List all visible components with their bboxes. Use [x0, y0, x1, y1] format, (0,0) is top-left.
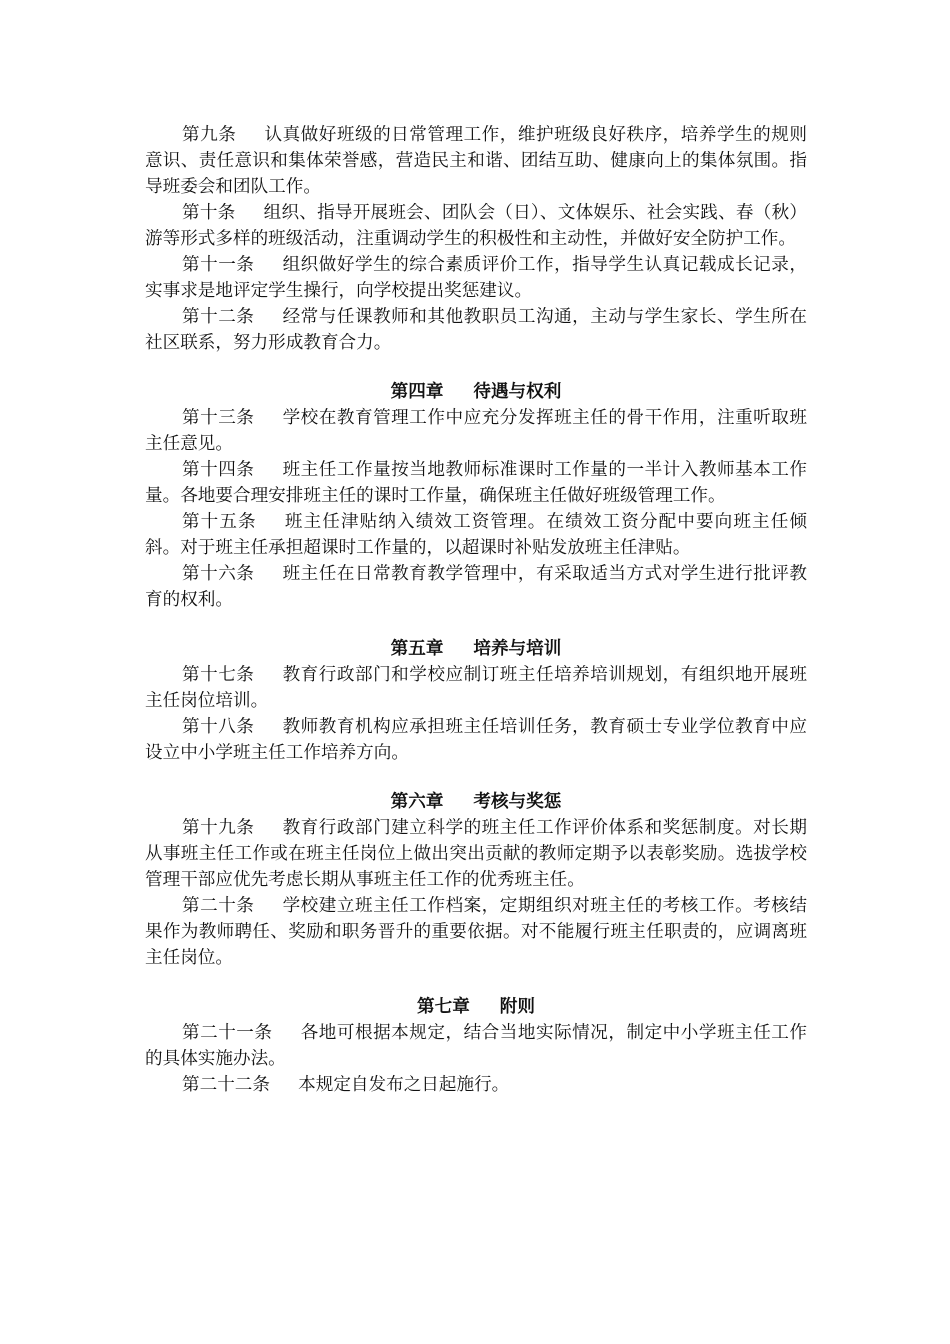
- chapter-number: 第六章: [390, 791, 444, 812]
- chapter-heading: [145, 379, 807, 405]
- article: [145, 200, 807, 252]
- article-number: 第十七条: [182, 665, 255, 685]
- chapter-number: 第五章: [390, 638, 444, 659]
- article-number: 第十一条: [182, 255, 255, 275]
- article-number: 第十三条: [182, 408, 255, 428]
- chapter-section: [145, 636, 807, 766]
- chapter-section: [145, 379, 807, 613]
- article: [145, 1020, 807, 1072]
- article-text: 学校建立班主任工作档案，定期组织对班主任的考核工作。考核结果作为教师聘任、奖励和职务晋升的重要依据。对不能履行班主任职责的，应调离班主任岗位。: [145, 896, 807, 968]
- article: [145, 714, 807, 766]
- article-number: 第十六条: [182, 564, 255, 584]
- article-text: 组织做好学生的综合素质评价工作，指导学生认真记载成长记录，实事求是地评定学生操行，向学校提出奖惩建议。: [145, 255, 807, 301]
- chapter-title: 培养与培训: [473, 638, 562, 659]
- article-text: 班主任在日常教育教学管理中，有采取适当方式对学生进行批评教育的权利。: [145, 564, 807, 610]
- article: [145, 662, 807, 714]
- chapter-section: [145, 994, 807, 1098]
- article-text: 教师教育机构应承担班主任培训任务，教育硕士专业学位教育中应设立中小学班主任工作培养方向。: [145, 717, 807, 763]
- article-number: 第十条: [182, 203, 236, 223]
- chapter-heading: [145, 636, 807, 662]
- chapter-title: 附则: [499, 996, 535, 1017]
- chapter-section: [145, 789, 807, 971]
- article-group: [145, 122, 807, 356]
- article-text: 教育行政部门和学校应制订班主任培养培训规划，有组织地开展班主任岗位培训。: [145, 665, 807, 711]
- article-text: 各地可根据本规定，结合当地实际情况，制定中小学班主任工作的具体实施办法。: [145, 1023, 807, 1069]
- chapter-title: 待遇与权利: [473, 381, 562, 402]
- article-text: 学校在教育管理工作中应充分发挥班主任的骨干作用，注重听取班主任意见。: [145, 408, 807, 454]
- article: [145, 304, 807, 356]
- document-page: [145, 122, 807, 1098]
- article-number: 第十二条: [182, 307, 255, 327]
- article: [145, 457, 807, 509]
- article-number: 第九条: [182, 125, 237, 145]
- chapter-title: 考核与奖惩: [473, 791, 562, 812]
- chapter-heading: [145, 994, 807, 1020]
- article: [145, 252, 807, 304]
- article-number: 第十八条: [182, 717, 255, 737]
- article-text: 本规定自发布之日起施行。: [298, 1075, 510, 1095]
- article-text: 认真做好班级的日常管理工作，维护班级良好秩序，培养学生的规则意识、责任意识和集体荣誉感，营造民主和谐、团结互助、健康向上的集体氛围。指导班委会和团队工作。: [145, 125, 807, 197]
- article: [145, 561, 807, 613]
- article: [145, 122, 807, 200]
- article: [145, 1072, 807, 1098]
- article-number: 第十四条: [182, 460, 255, 480]
- article: [145, 509, 807, 561]
- article: [145, 893, 807, 971]
- chapter-number: 第七章: [417, 996, 470, 1017]
- article-text: 班主任工作量按当地教师标准课时工作量的一半计入教师基本工作量。各地要合理安排班主任的课时工作量，确保班主任做好班级管理工作。: [145, 460, 807, 506]
- article-number: 第二十二条: [182, 1075, 270, 1095]
- article-text: 经常与任课教师和其他教职员工沟通，主动与学生家长、学生所在社区联系，努力形成教育合力。: [145, 307, 807, 353]
- article-number: 第二十条: [182, 896, 255, 916]
- chapter-number: 第四章: [390, 381, 444, 402]
- article-number: 第十五条: [182, 512, 257, 532]
- article: [145, 815, 807, 893]
- article-number: 第二十一条: [182, 1023, 273, 1043]
- article-text: 组织、指导开展班会、团队会（日）、文体娱乐、社会实践、春（秋）游等形式多样的班级活动，注重调动学生的积极性和主动性，并做好安全防护工作。: [145, 203, 807, 249]
- article-text: 班主任津贴纳入绩效工资管理。在绩效工资分配中要向班主任倾斜。对于班主任承担超课时工作量的，以超课时补贴发放班主任津贴。: [145, 512, 807, 558]
- article-number: 第十九条: [182, 818, 255, 838]
- article-text: 教育行政部门建立科学的班主任工作评价体系和奖惩制度。对长期从事班主任工作或在班主任岗位上做出突出贡献的教师定期予以表彰奖励。选拔学校管理干部应优先考虑长期从事班主任工作的优秀班主任。: [145, 818, 807, 890]
- article: [145, 405, 807, 457]
- chapter-heading: [145, 789, 807, 815]
